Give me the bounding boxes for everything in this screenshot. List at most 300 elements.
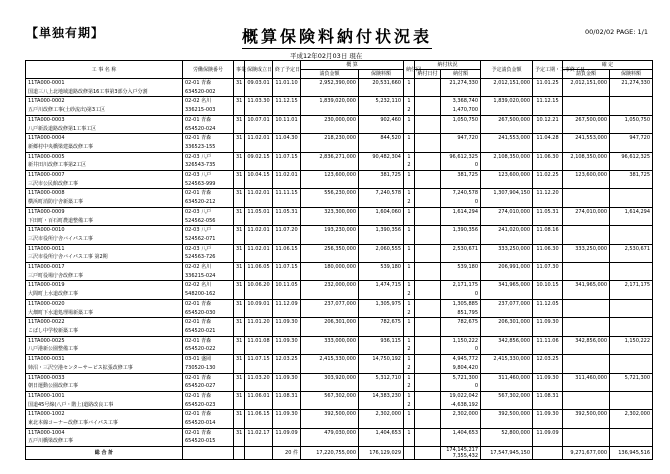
paid-date <box>415 364 441 373</box>
fin-premium: 381,725 <box>610 171 653 180</box>
business-type: 31 <box>234 134 245 143</box>
work-code: 11TA000-0005 <box>26 152 183 161</box>
installment-no: 2 <box>404 382 415 391</box>
paid-amount: 2,530,671 <box>441 244 481 253</box>
est-premium: 5,312,710 <box>359 373 404 382</box>
fin-premium <box>610 263 653 272</box>
work-code: 11TA000-0008 <box>26 189 183 198</box>
work-code: 11TA000-0033 <box>26 373 183 382</box>
fin-amount <box>563 428 610 437</box>
table-row <box>26 318 653 327</box>
col-type: 事業 <box>234 61 245 79</box>
fin-amount <box>563 299 610 308</box>
installment-no: 2 <box>404 198 415 207</box>
planned-end: 11.11.06 <box>533 336 563 345</box>
work-code: 11TA000-0017 <box>26 263 183 272</box>
work-name: 八戸新設道路改修第1工事工区 <box>26 125 183 134</box>
est-amount: 303,920,000 <box>301 373 359 382</box>
start-date: 11.06.01 <box>245 391 273 400</box>
table-row <box>26 355 653 364</box>
est-amount: 180,000,000 <box>301 263 359 272</box>
table-row <box>26 171 653 180</box>
table-row-line2 <box>26 180 653 189</box>
table-row-line2 <box>26 106 653 115</box>
est-amount: 123,600,000 <box>301 171 359 180</box>
installment-no <box>404 180 415 189</box>
est-amount: 193,230,000 <box>301 226 359 235</box>
end-date: 11.11.15 <box>273 189 301 198</box>
table-row-line2 <box>26 327 653 336</box>
office-name: 02-01 青森 <box>183 336 234 345</box>
totals-count: 20 件 <box>273 447 301 460</box>
office-name: 02-02 名川 <box>183 97 234 106</box>
planned-end: 11.12.15 <box>533 97 563 106</box>
fin-amount: 392,500,000 <box>563 410 610 419</box>
paid-amount: -4,638,192 <box>441 401 481 410</box>
end-date: 10.11.01 <box>273 115 301 124</box>
installment-no: 1 <box>404 115 415 124</box>
end-date: 10.11.05 <box>273 281 301 290</box>
planned-end: 11.08.31 <box>533 391 563 400</box>
table-row-line2 <box>26 345 653 354</box>
fin-amount <box>563 97 610 106</box>
paid-amount <box>441 235 481 244</box>
work-name: 三戸町役場庁舎改修工事 <box>26 272 183 281</box>
paid-amount: 782,675 <box>441 318 481 327</box>
installment-no <box>404 253 415 262</box>
end-date: 11.07.20 <box>273 226 301 235</box>
office-number: 654520-015 <box>183 437 234 446</box>
fin-premium: 21,274,330 <box>610 79 653 88</box>
planned-end: 11.09.30 <box>533 410 563 419</box>
paid-date <box>415 428 441 437</box>
start-date: 10.04.15 <box>245 171 273 180</box>
start-date: 10.09.01 <box>245 299 273 308</box>
paid-amount: 1,150,222 <box>441 336 481 345</box>
business-type: 31 <box>234 115 245 124</box>
installment-no: 1 <box>404 281 415 290</box>
fin-premium: 96,612,325 <box>610 152 653 161</box>
table-row-line2 <box>26 235 653 244</box>
office-name: 02-03 八戸 <box>183 207 234 216</box>
office-name: 02-02 名川 <box>183 281 234 290</box>
table-row <box>26 391 653 400</box>
business-type: 31 <box>234 410 245 419</box>
table-row <box>26 79 653 88</box>
table-row <box>26 263 653 272</box>
office-name: 02-01 青森 <box>183 115 234 124</box>
paid-amount: 381,725 <box>441 171 481 180</box>
planned-amount: 123,600,000 <box>481 171 533 180</box>
est-premium: 782,675 <box>359 318 404 327</box>
office-number: 548200-162 <box>183 290 234 299</box>
col-payment-group: 納付状況 <box>415 61 481 70</box>
start-date: 11.01.08 <box>245 336 273 345</box>
planned-amount: 237,077,000 <box>481 299 533 308</box>
fin-amount: 2,012,151,000 <box>563 79 610 88</box>
office-number: 634520-002 <box>183 88 234 97</box>
paid-amount: 1,404,653 <box>441 428 481 437</box>
fin-premium: 1,150,222 <box>610 336 653 345</box>
start-date: 11.07.15 <box>245 355 273 364</box>
fin-premium: 2,302,000 <box>610 410 653 419</box>
est-premium: 5,232,110 <box>359 97 404 106</box>
end-date: 11.07.15 <box>273 152 301 161</box>
fin-amount: 333,250,000 <box>563 244 610 253</box>
fin-premium <box>610 226 653 235</box>
work-code: 11TA000-0001 <box>26 79 183 88</box>
work-name: 三沢市役所庁舎バイパス工事 <box>26 235 183 244</box>
installment-no: 1 <box>404 189 415 198</box>
business-type: 31 <box>234 281 245 290</box>
paid-amount: 1,390,356 <box>441 226 481 235</box>
work-name: 新井田川改修工事第2工区 <box>26 161 183 170</box>
table-row-line2 <box>26 419 653 428</box>
start-date: 11.02.01 <box>245 189 273 198</box>
totals-est-premium: 176,129,029 <box>359 447 404 460</box>
paid-date <box>415 419 441 428</box>
business-type: 31 <box>234 263 245 272</box>
planned-end: 11.12.05 <box>533 299 563 308</box>
installment-no <box>404 327 415 336</box>
est-premium: 539,180 <box>359 263 404 272</box>
start-date: 11.06.15 <box>245 410 273 419</box>
office-number: 634520-212 <box>183 198 234 207</box>
col-est-amount: 請負金額 <box>301 70 359 79</box>
paid-date <box>415 97 441 106</box>
est-premium: 1,474,715 <box>359 281 404 290</box>
table-row <box>26 134 653 143</box>
planned-amount: 206,991,000 <box>481 263 533 272</box>
table-header <box>26 61 653 79</box>
work-code: 11TA000-0019 <box>26 281 183 290</box>
business-type: 31 <box>234 299 245 308</box>
office-number: 326543-735 <box>183 161 234 170</box>
installment-no: 1 <box>404 410 415 419</box>
work-code: 11TA000-1004 <box>26 428 183 437</box>
start-date: 09.02.15 <box>245 152 273 161</box>
start-date: 11.03.30 <box>245 97 273 106</box>
installment-no: 1 <box>404 428 415 437</box>
table-row-line2 <box>26 290 653 299</box>
paid-date <box>415 382 441 391</box>
paid-amount: 5,721,300 <box>441 373 481 382</box>
planned-end: 11.06.30 <box>533 244 563 253</box>
col-office: 労働保険番号 <box>183 61 234 79</box>
planned-end: 11.05.31 <box>533 207 563 216</box>
paid-amount: 1,305,885 <box>441 299 481 308</box>
totals-plan-amount: 17,547,945,150 <box>481 447 533 460</box>
fin-premium: 5,721,300 <box>610 373 653 382</box>
paid-date <box>415 134 441 143</box>
paid-date <box>415 410 441 419</box>
est-premium: 2,060,555 <box>359 244 404 253</box>
work-name: 下田町・百石町農道整備工事 <box>26 217 183 226</box>
office-number: 336523-155 <box>183 143 234 152</box>
totals-fin-premium: 136,945,516 <box>610 447 653 460</box>
office-name: 03-01 盛岡 <box>183 355 234 364</box>
paid-date <box>415 373 441 382</box>
work-code: 11TA000-0031 <box>26 355 183 364</box>
table-row <box>26 410 653 419</box>
est-amount: 479,030,000 <box>301 428 359 437</box>
table-row <box>26 115 653 124</box>
fin-premium <box>610 299 653 308</box>
fin-amount <box>563 391 610 400</box>
planned-amount: 267,500,000 <box>481 115 533 124</box>
start-date: 11.05.01 <box>245 207 273 216</box>
planned-amount: 2,108,350,000 <box>481 152 533 161</box>
installment-no: 1 <box>404 226 415 235</box>
table-row-line2 <box>26 272 653 281</box>
paid-date <box>415 272 441 281</box>
end-date: 11.09.30 <box>273 336 301 345</box>
paid-date <box>415 171 441 180</box>
planned-amount: 2,415,330,000 <box>481 355 533 364</box>
col-end: 終了予定日 <box>273 61 301 79</box>
planned-amount: 241,020,000 <box>481 226 533 235</box>
fin-premium: 1,614,294 <box>610 207 653 216</box>
installment-no: 1 <box>404 373 415 382</box>
business-type: 31 <box>234 207 245 216</box>
paid-amount: 0 <box>441 345 481 354</box>
paid-date <box>415 355 441 364</box>
page-title: 概算保険料納付状況表 <box>242 24 432 49</box>
table-row-line2 <box>26 88 653 97</box>
table-row <box>26 281 653 290</box>
start-date: 09.03.01 <box>245 79 273 88</box>
est-premium: 381,725 <box>359 171 404 180</box>
work-name: 東北本線コーナー改修工事バイパス工事 <box>26 419 183 428</box>
planned-end: 11.08.16 <box>533 226 563 235</box>
business-type: 31 <box>234 318 245 327</box>
paid-date <box>415 115 441 124</box>
paid-date <box>415 79 441 88</box>
paid-date <box>415 125 441 134</box>
fin-amount: 311,460,000 <box>563 373 610 382</box>
paid-date <box>415 198 441 207</box>
paid-date <box>415 180 441 189</box>
col-final-group: 確 定 <box>563 61 653 70</box>
paid-amount <box>441 272 481 281</box>
planned-amount: 567,302,000 <box>481 391 533 400</box>
office-name: 02-01 青森 <box>183 373 234 382</box>
installment-no: 1 <box>404 299 415 308</box>
work-code: 11TA000-0022 <box>26 318 183 327</box>
end-date: 11.04.30 <box>273 134 301 143</box>
est-premium: 7,240,578 <box>359 189 404 198</box>
fin-premium <box>610 391 653 400</box>
fin-amount <box>563 226 610 235</box>
installment-no: 2 <box>404 106 415 115</box>
planned-end: 11.07.30 <box>533 263 563 272</box>
installment-no: 1 <box>404 152 415 161</box>
start-date: 11.01.20 <box>245 318 273 327</box>
paid-amount: 1,050,750 <box>441 115 481 124</box>
installment-no: 2 <box>404 309 415 318</box>
paid-amount: 539,180 <box>441 263 481 272</box>
office-number: 654520-023 <box>183 401 234 410</box>
est-premium: 844,520 <box>359 134 404 143</box>
paid-date <box>415 345 441 354</box>
work-name: こばし中学校新築工事 <box>26 327 183 336</box>
fin-amount: 274,010,000 <box>563 207 610 216</box>
table-row-line2 <box>26 401 653 410</box>
fin-amount: 241,553,000 <box>563 134 610 143</box>
paid-amount <box>441 437 481 446</box>
col-fin-amount: 請負金額 <box>563 70 610 79</box>
planned-amount: 392,500,000 <box>481 410 533 419</box>
fin-premium: 2,171,175 <box>610 281 653 290</box>
paid-date <box>415 226 441 235</box>
planned-amount: 241,553,000 <box>481 134 533 143</box>
table-row-line2 <box>26 198 653 207</box>
end-date: 11.09.09 <box>273 428 301 437</box>
planned-amount: 1,307,904,150 <box>481 189 533 198</box>
est-amount: 323,300,000 <box>301 207 359 216</box>
paid-amount: 3,368,740 <box>441 97 481 106</box>
est-premium: 14,750,192 <box>359 355 404 364</box>
table-row-line2 <box>26 125 653 134</box>
paid-date <box>415 189 441 198</box>
paid-amount: 0 <box>441 290 481 299</box>
office-number: 654520-024 <box>183 125 234 134</box>
end-date: 11.07.15 <box>273 263 301 272</box>
office-name: 02-01 青森 <box>183 134 234 143</box>
col-work-name: 工 事 名 称 <box>26 61 183 79</box>
end-date: 11.09.30 <box>273 373 301 382</box>
table-row-line2 <box>26 364 653 373</box>
paid-amount: 4,945,772 <box>441 355 481 364</box>
end-date: 11.01.10 <box>273 79 301 88</box>
paid-date <box>415 299 441 308</box>
installment-no: 1 <box>404 336 415 345</box>
office-name: 02-01 青森 <box>183 189 234 198</box>
est-premium: 90,482,304 <box>359 152 404 161</box>
installment-no: 1 <box>404 263 415 272</box>
paid-date <box>415 253 441 262</box>
office-number: 524563-726 <box>183 253 234 262</box>
installment-no: 1 <box>404 79 415 88</box>
office-number: 654520-027 <box>183 382 234 391</box>
work-code: 11TA000-0004 <box>26 134 183 143</box>
paid-amount: 0 <box>441 198 481 207</box>
installment-no: 2 <box>404 345 415 354</box>
est-amount: 333,000,000 <box>301 336 359 345</box>
start-date: 11.02.17 <box>245 428 273 437</box>
planned-end: 12.03.25 <box>533 355 563 364</box>
planned-end: 11.09.30 <box>533 373 563 382</box>
planned-end: 11.06.30 <box>533 152 563 161</box>
planned-amount: 1,839,020,000 <box>481 97 533 106</box>
office-name: 02-01 青森 <box>183 299 234 308</box>
table-row-line2 <box>26 161 653 170</box>
work-code: 11TA000-0025 <box>26 336 183 345</box>
installment-no: 1 <box>404 391 415 400</box>
office-name: 02-03 八戸 <box>183 244 234 253</box>
installment-no: 2 <box>404 401 415 410</box>
table-row-line2 <box>26 143 653 152</box>
fin-amount: 123,600,000 <box>563 171 610 180</box>
paid-date <box>415 437 441 446</box>
paid-date <box>415 207 441 216</box>
paid-amount: 9,804,420 <box>441 364 481 373</box>
office-name: 02-01 青森 <box>183 318 234 327</box>
work-code: 11TA000-0020 <box>26 299 183 308</box>
table-row-line2 <box>26 382 653 391</box>
est-amount: 206,301,000 <box>301 318 359 327</box>
paid-date <box>415 281 441 290</box>
fin-amount: 267,500,000 <box>563 115 610 124</box>
est-amount: 392,500,000 <box>301 410 359 419</box>
fin-amount: 342,856,000 <box>563 336 610 345</box>
planned-amount: 274,010,000 <box>481 207 533 216</box>
office-name: 02-03 八戸 <box>183 152 234 161</box>
est-amount: 1,839,020,000 <box>301 97 359 106</box>
table-row <box>26 428 653 437</box>
installment-no: 1 <box>404 355 415 364</box>
end-date: 11.06.15 <box>273 244 301 253</box>
installment-no <box>404 125 415 134</box>
est-amount: 232,000,000 <box>301 281 359 290</box>
business-type: 31 <box>234 79 245 88</box>
business-type: 31 <box>234 336 245 345</box>
fin-amount <box>563 355 610 364</box>
paid-amount: 1,614,294 <box>441 207 481 216</box>
est-amount: 237,077,000 <box>301 299 359 308</box>
business-type: 31 <box>234 189 245 198</box>
paid-date <box>415 327 441 336</box>
office-number: 524562-056 <box>183 217 234 226</box>
totals-fin-amount: 9,271,677,000 <box>563 447 610 460</box>
paid-amount: 0 <box>441 382 481 391</box>
planned-amount: 342,856,000 <box>481 336 533 345</box>
installment-no <box>404 143 415 152</box>
paid-amount <box>441 253 481 262</box>
paid-date <box>415 244 441 253</box>
business-type: 31 <box>234 152 245 161</box>
paid-date <box>415 401 441 410</box>
fin-amount: 2,108,350,000 <box>563 152 610 161</box>
paid-amount: 7,240,578 <box>441 189 481 198</box>
totals-row <box>26 447 653 460</box>
work-name: 新郷村中央橋梁建築改修工事 <box>26 143 183 152</box>
table-row-line2 <box>26 217 653 226</box>
installment-no: 1 <box>404 97 415 106</box>
installment-no <box>404 272 415 281</box>
col-installment: 納付回 <box>404 61 415 79</box>
business-type: 31 <box>234 373 245 382</box>
office-number: 654520-021 <box>183 327 234 336</box>
planned-amount: 341,965,000 <box>481 281 533 290</box>
work-name: 三沢市役所庁舎バイパス工事 第2期 <box>26 253 183 262</box>
totals-label: 総 合 計 <box>26 447 183 460</box>
est-premium: 14,383,230 <box>359 391 404 400</box>
paid-date <box>415 235 441 244</box>
end-date: 11.12.09 <box>273 299 301 308</box>
paid-amount: 0 <box>441 161 481 170</box>
work-name: 国道45号線(八戸・階上)道路改良工事 <box>26 401 183 410</box>
office-name: 02-03 八戸 <box>183 226 234 235</box>
paid-amount: 19,022,042 <box>441 391 481 400</box>
start-date: 11.06.05 <box>245 263 273 272</box>
office-number: 336215-003 <box>183 106 234 115</box>
business-type: 31 <box>234 226 245 235</box>
table-row <box>26 244 653 253</box>
work-code: 11TA000-0010 <box>26 226 183 235</box>
table-row <box>26 373 653 382</box>
work-name: 五戸川改修工事(土砂流出)第3工区 <box>26 106 183 115</box>
